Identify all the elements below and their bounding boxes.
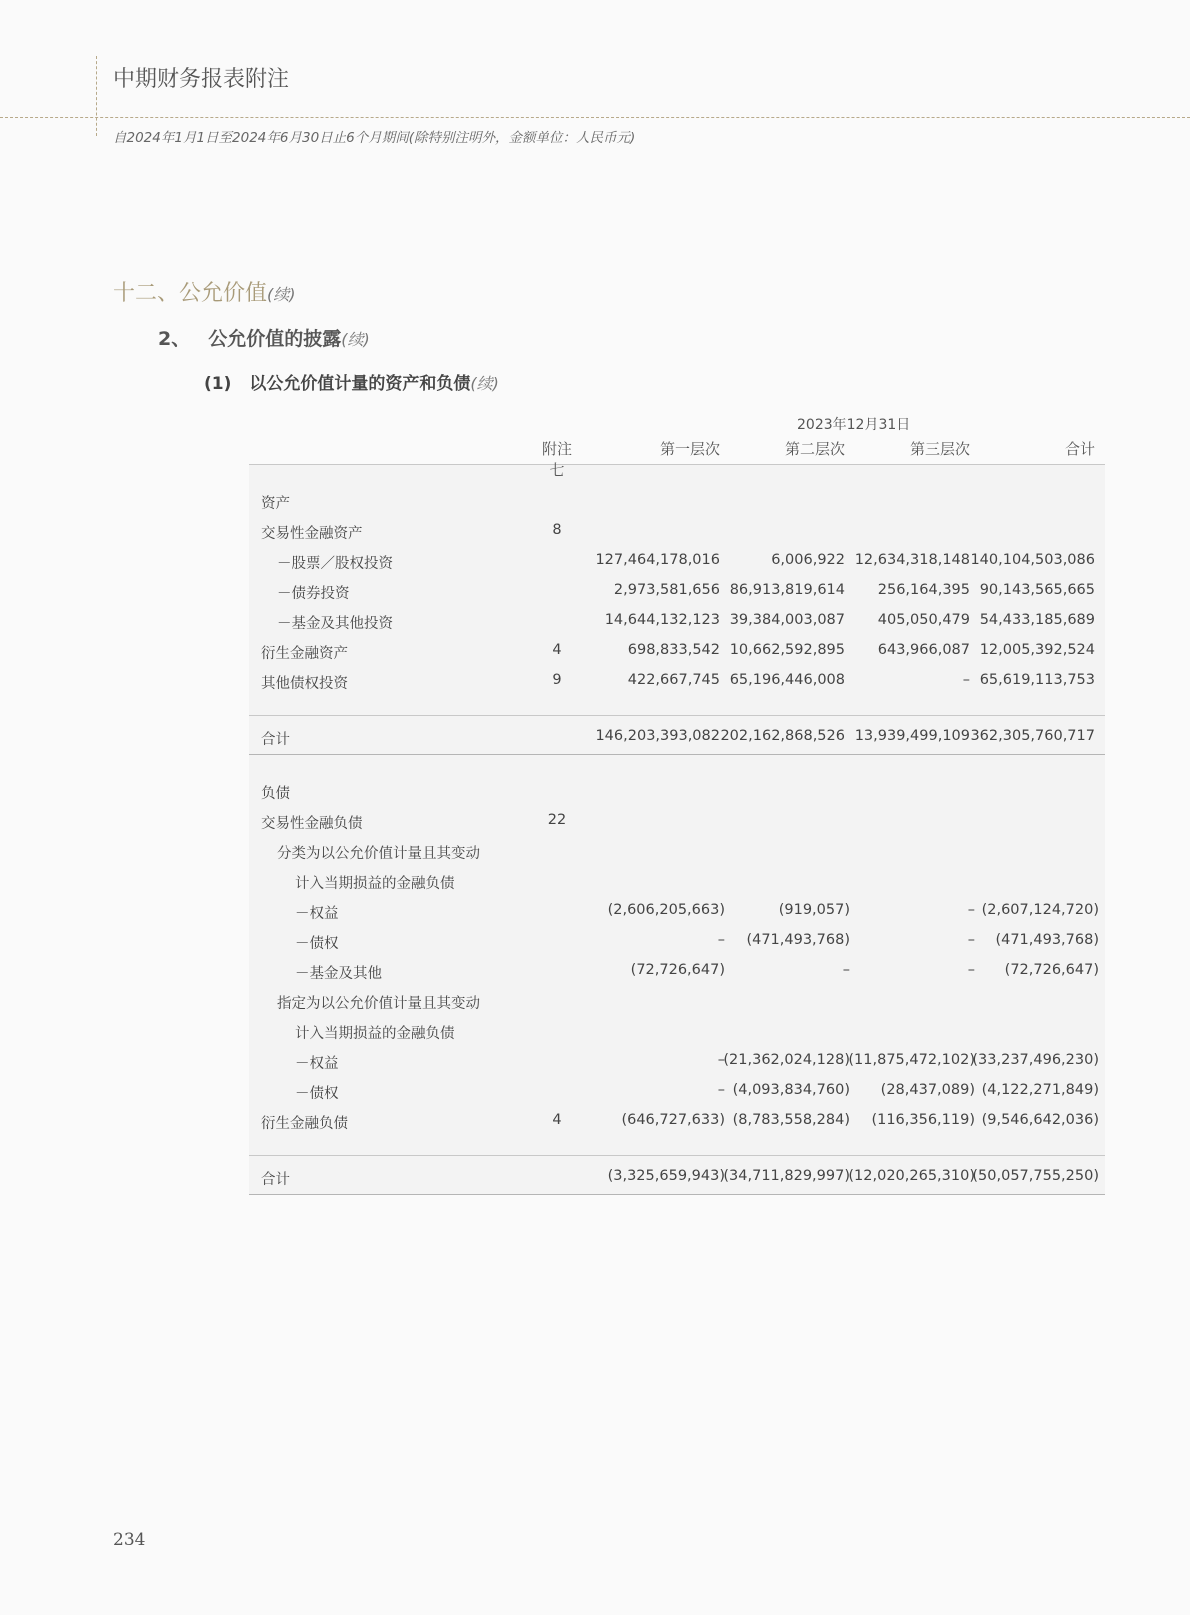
header-level2: 第二层次 [784, 440, 845, 458]
row-label: 计入当期损益的金融负债 [295, 1026, 455, 1042]
cell-total: 90,143,565,665 [979, 582, 1095, 598]
cell-total: 12,005,392,524 [979, 642, 1095, 658]
cell-total: (9,546,642,036) [981, 1112, 1099, 1128]
fair-value-table [249, 402, 1105, 1195]
page-number: 234 [113, 1530, 146, 1550]
cell-level2: (21,362,024,128) [723, 1052, 850, 1068]
cell-level2: 86,913,819,614 [729, 582, 845, 598]
cell-level3: – [967, 962, 975, 978]
cell-level1: 127,464,178,016 [595, 552, 720, 568]
cell-total: (2,607,124,720) [981, 902, 1099, 918]
page-title: 中期财务报表附注 [113, 67, 290, 92]
cell-level2: 10,662,592,895 [729, 642, 845, 658]
header-total: 合计 [1064, 440, 1095, 458]
liabilities-total-level3: (12,020,265,310) [848, 1168, 975, 1184]
liabilities-label-row [249, 775, 1105, 805]
row-label: －权益 [295, 906, 339, 922]
cell-level2: (919,057) [778, 902, 850, 918]
subsubsection-continued: (续) [470, 374, 499, 393]
cell-level3: 256,164,395 [877, 582, 970, 598]
table-row [249, 835, 1105, 865]
row-label: －债券投资 [277, 586, 350, 602]
liabilities-block [249, 755, 1105, 1195]
section-title: 十二、公允价值 [113, 281, 268, 306]
assets-total-level2: 202,162,868,526 [720, 728, 845, 744]
cell-level2: 6,006,922 [771, 552, 845, 568]
table-date-row [249, 402, 1105, 432]
header-note: 附注七 [541, 440, 572, 479]
liabilities-total-level1: (3,325,659,943) [607, 1168, 725, 1184]
cell-level1: – [717, 932, 725, 948]
table-header [249, 432, 1105, 479]
subsection-heading [158, 324, 370, 351]
subsubsection-number: (1) [204, 374, 232, 394]
cell-level3: 405,050,479 [877, 612, 970, 628]
assets-label-row [249, 485, 1105, 515]
row-label: 计入当期损益的金融负债 [295, 876, 455, 892]
subsection-number: 2、 [158, 328, 191, 350]
table-row [249, 925, 1105, 955]
cell-level3: – [967, 932, 975, 948]
cell-level2: (8,783,558,284) [732, 1112, 850, 1128]
header-vertical-rule [96, 56, 97, 136]
cell-level2: 39,384,003,087 [729, 612, 845, 628]
row-label: 交易性金融资产 [261, 526, 363, 542]
assets-total-label: 合计 [261, 732, 290, 748]
cell-total: (72,726,647) [1004, 962, 1099, 978]
cell-level3: 12,634,318,148 [854, 552, 970, 568]
table-row [249, 575, 1105, 605]
row-label: －股票／股权投资 [277, 556, 393, 572]
table-row [249, 865, 1105, 895]
row-label: 衍生金融负债 [261, 1116, 348, 1132]
section-continued: (续) [267, 285, 296, 304]
assets-block [249, 465, 1105, 755]
liabilities-label: 负债 [261, 786, 290, 802]
cell-level1: 698,833,542 [627, 642, 720, 658]
row-label: －基金及其他投资 [277, 616, 393, 632]
table-row [249, 955, 1105, 985]
row-label: －债权 [295, 936, 339, 952]
cell-level3: (11,875,472,102) [848, 1052, 975, 1068]
row-label: －权益 [295, 1056, 339, 1072]
table-row [249, 1075, 1105, 1105]
row-label: 分类为以公允价值计量且其变动 [277, 846, 480, 862]
cell-level3: (28,437,089) [880, 1082, 975, 1098]
cell-level1: – [717, 1052, 725, 1068]
row-label: 交易性金融负债 [261, 816, 363, 832]
table-row [249, 1015, 1105, 1045]
subsection-title: 公允价值的披露 [208, 328, 342, 350]
row-note: 22 [547, 812, 567, 828]
row-label: －债权 [295, 1086, 339, 1102]
cell-level3: 643,966,087 [877, 642, 970, 658]
table-row [249, 605, 1105, 635]
row-label: 指定为以公允价值计量且其变动 [277, 996, 480, 1012]
header-horizontal-rule [0, 117, 1190, 118]
subsubsection-title: 以公允价值计量的资产和负债 [249, 374, 471, 394]
cell-level1: (646,727,633) [621, 1112, 725, 1128]
cell-level1: 14,644,132,123 [604, 612, 720, 628]
liabilities-total-label: 合计 [261, 1172, 290, 1188]
table-row [249, 895, 1105, 925]
cell-level2: – [842, 962, 850, 978]
cell-total: (4,122,271,849) [981, 1082, 1099, 1098]
assets-total-sum: 362,305,760,717 [970, 728, 1095, 744]
section-heading [113, 276, 296, 307]
assets-label: 资产 [261, 496, 290, 512]
assets-total-level3: 13,939,499,109 [854, 728, 970, 744]
liabilities-total-level2: (34,711,829,997) [723, 1168, 850, 1184]
cell-total: (33,237,496,230) [972, 1052, 1099, 1068]
table-row [249, 805, 1105, 835]
table-row [249, 1105, 1105, 1135]
header-level1: 第一层次 [659, 440, 720, 458]
table-row [249, 635, 1105, 665]
row-label: 其他债权投资 [261, 676, 348, 692]
cell-level1: (2,606,205,663) [607, 902, 725, 918]
table-row [249, 665, 1105, 695]
table-row [249, 515, 1105, 545]
cell-level3: – [962, 672, 970, 688]
cell-total: (471,493,768) [995, 932, 1099, 948]
cell-level3: (116,356,119) [871, 1112, 975, 1128]
cell-total: 140,104,503,086 [970, 552, 1095, 568]
cell-total: 65,619,113,753 [979, 672, 1095, 688]
cell-level2: (4,093,834,760) [732, 1082, 850, 1098]
table-row [249, 985, 1105, 1015]
row-note: 4 [552, 1112, 562, 1128]
row-label: －基金及其他 [295, 966, 382, 982]
liabilities-total-sum: (50,057,755,250) [972, 1168, 1099, 1184]
liabilities-total-row [249, 1155, 1105, 1195]
row-label: 衍生金融资产 [261, 646, 348, 662]
cell-total: 54,433,185,689 [979, 612, 1095, 628]
assets-total-level1: 146,203,393,082 [595, 728, 720, 744]
table-date: 2023年12月31日 [797, 417, 911, 433]
cell-level2: (471,493,768) [746, 932, 850, 948]
cell-level3: – [967, 902, 975, 918]
table-row [249, 545, 1105, 575]
cell-level1: 2,973,581,656 [613, 582, 720, 598]
header-level3: 第三层次 [909, 440, 970, 458]
page-subtitle: 自2024年1月1日至2024年6月30日止6个月期间(除特别注明外，金额单位：人民币元) [113, 130, 636, 146]
cell-level2: 65,196,446,008 [729, 672, 845, 688]
cell-level1: (72,726,647) [630, 962, 725, 978]
subsection-continued: (续) [341, 330, 370, 349]
table-row [249, 1045, 1105, 1075]
cell-level1: 422,667,745 [627, 672, 720, 688]
row-note: 9 [552, 672, 562, 688]
row-note: 8 [552, 522, 562, 538]
cell-level1: – [717, 1082, 725, 1098]
assets-total-row [249, 715, 1105, 755]
subsubsection-heading [204, 369, 499, 394]
row-note: 4 [552, 642, 562, 658]
